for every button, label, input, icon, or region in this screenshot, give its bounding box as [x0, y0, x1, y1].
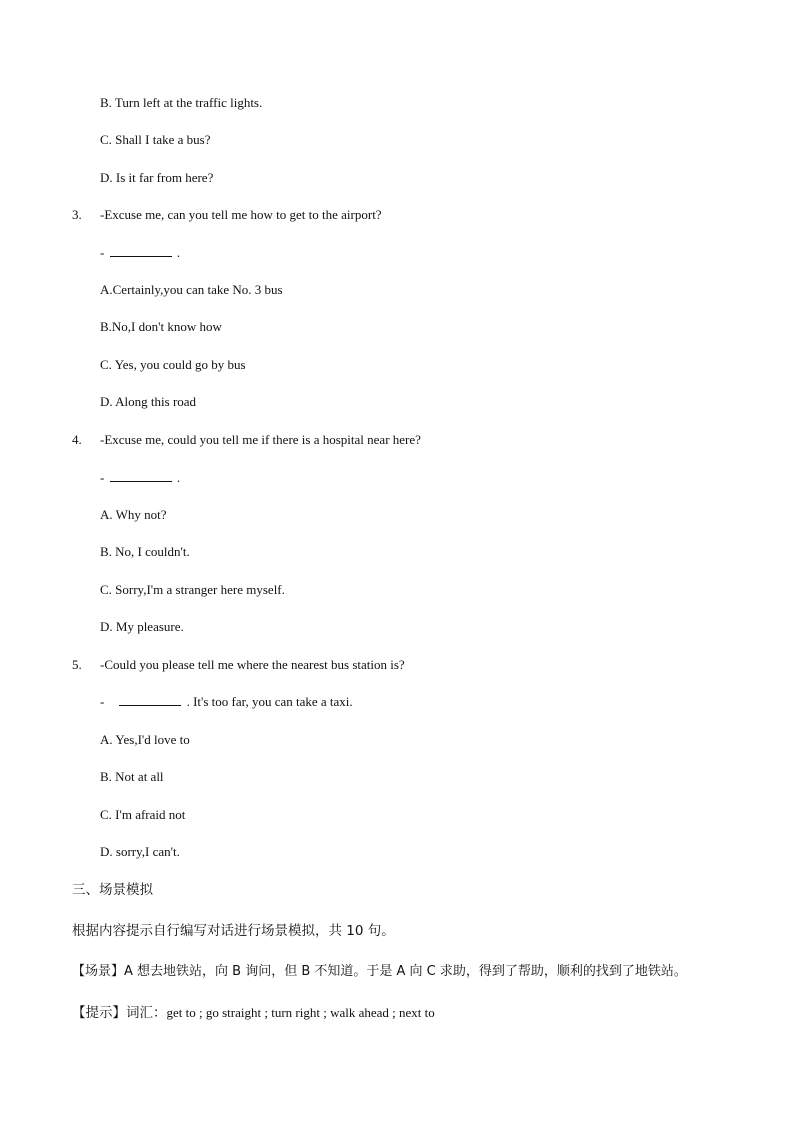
q5-option-c: C. I'm afraid not [100, 807, 186, 822]
q5-answer-line [100, 694, 353, 710]
q3-answer-line [100, 245, 180, 261]
section-3-scene: 【场景】A 想去地铁站，向 B 询问，但 B 不知道。于是 A 向 C 求助，得到了帮助，顺利的找到了地铁站。 [72, 964, 687, 979]
hint-words: get to ; go straight ; turn right ; walk ahead ; next to [166, 1005, 435, 1020]
q5-question: -Could you please tell me where the nearest bus station is? [100, 657, 405, 672]
section-3-heading: 三、场景模拟 [72, 882, 153, 898]
q4-question: -Excuse me, could you tell me if there is a hospital near here? [100, 432, 421, 447]
q3-answer-prefix: - [100, 245, 108, 260]
q3-option-b: B.No,I don't know how [100, 319, 222, 334]
q4-option-a: A. Why not? [100, 507, 167, 522]
q4-answer-line [100, 470, 180, 486]
q5-answer-blank[interactable] [119, 694, 181, 706]
q2-option-b: B. Turn left at the traffic lights. [100, 95, 263, 110]
q4-answer-suffix: . [173, 470, 181, 485]
q4-answer-prefix: - [100, 470, 108, 485]
q5-option-d: D. sorry,I can't. [100, 844, 180, 859]
q3-answer-suffix: . [173, 245, 181, 260]
q4-number: 4. [72, 432, 82, 447]
q3-option-d: D. Along this road [100, 394, 197, 409]
q5-answer-suffix: . It's too far, you can take a taxi. [183, 694, 353, 709]
hint-label: 【提示】词汇： [72, 1005, 167, 1021]
q3-question: -Excuse me, can you tell me how to get to the airport? [100, 207, 382, 222]
q4-option-c: C. Sorry,I'm a stranger here myself. [100, 582, 285, 597]
q3-number: 3. [72, 207, 82, 222]
q4-answer-blank[interactable] [110, 470, 172, 482]
q4-option-b: B. No, I couldn't. [100, 544, 190, 559]
section-3-hint [72, 1005, 435, 1021]
q2-option-d: D. Is it far from here? [100, 170, 214, 185]
q3-option-c: C. Yes, you could go by bus [100, 357, 246, 372]
q2-option-c: C. Shall I take a bus? [100, 132, 211, 147]
q3-answer-blank[interactable] [110, 245, 172, 257]
section-3-instruction: 根据内容提示自行编写对话进行场景模拟，共 10 句。 [72, 923, 395, 939]
q5-answer-prefix: - [100, 694, 118, 709]
q5-option-b: B. Not at all [100, 769, 164, 784]
q3-option-a: A.Certainly,you can take No. 3 bus [100, 282, 283, 297]
q5-option-a: A. Yes,I'd love to [100, 732, 190, 747]
q5-number: 5. [72, 657, 82, 672]
q4-option-d: D. My pleasure. [100, 619, 184, 634]
